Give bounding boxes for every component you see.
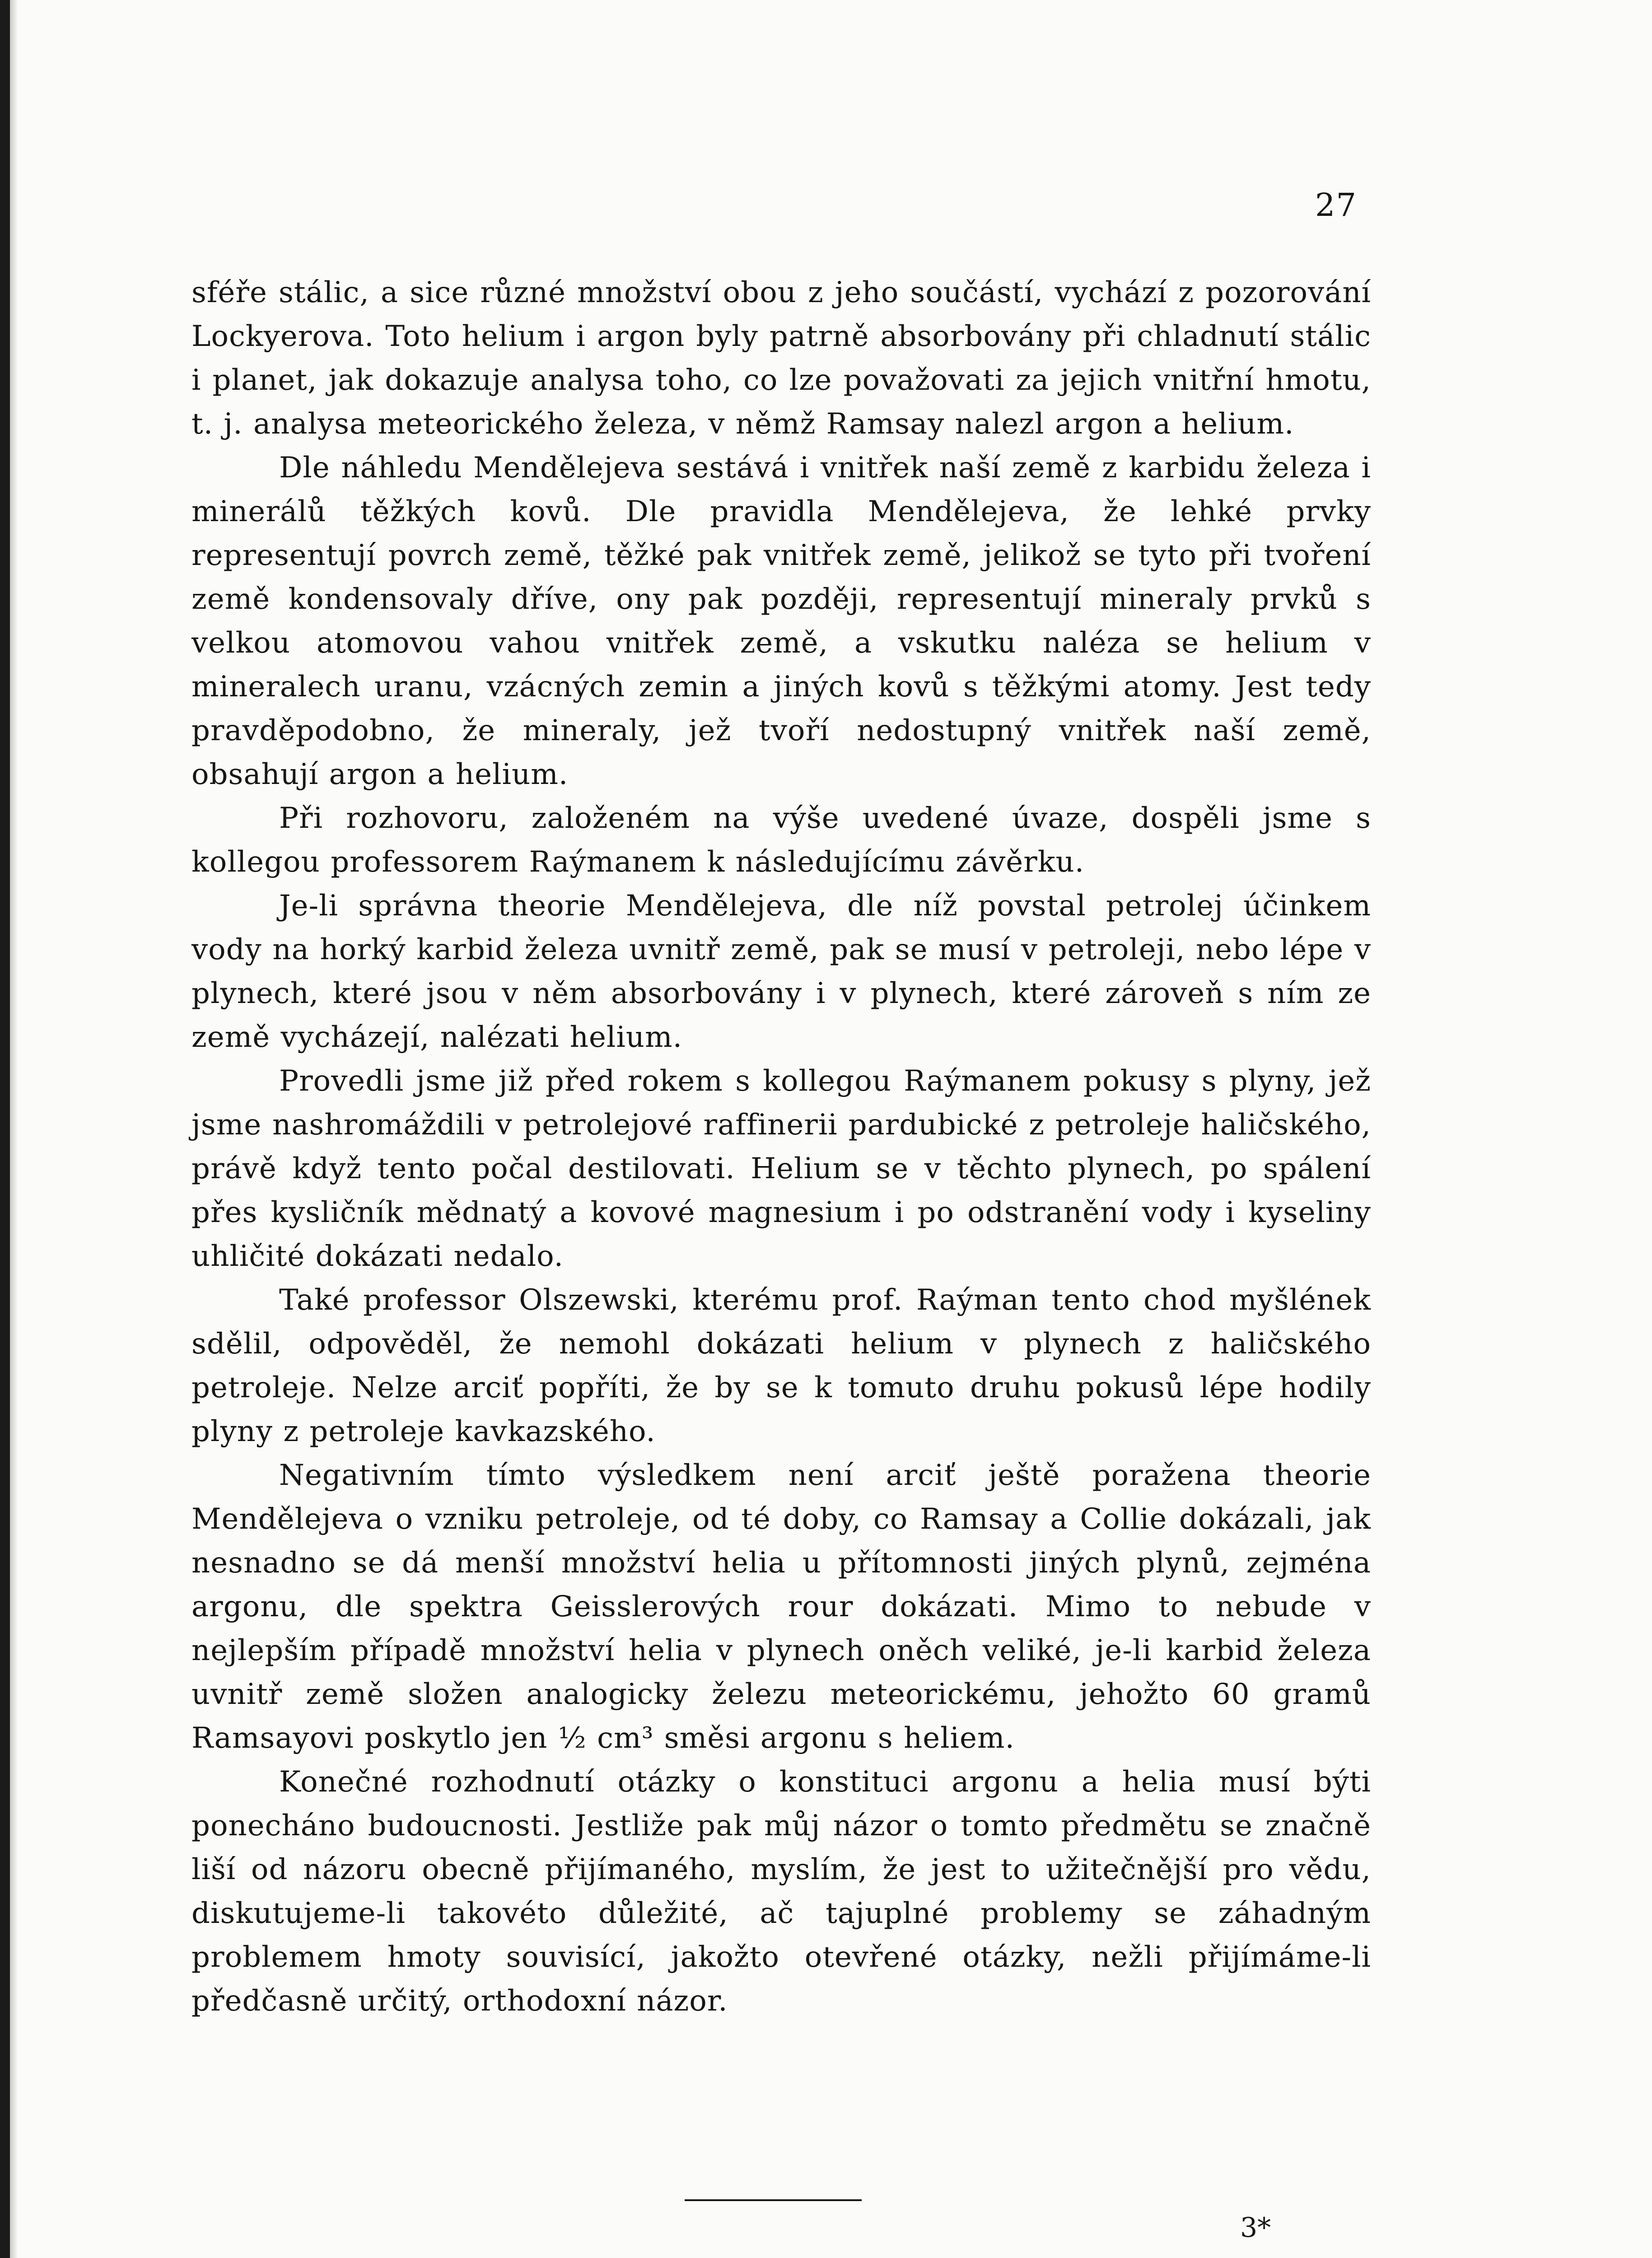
paragraph-4: Je-li správna theorie Mendělejeva, dle níž povstal petrolej účinkem vody na horký karbid železa uvnitř země, pak se musí v petroleji, nebo lépe v plynech, které jsou v něm absorbovány i v plynech, které zároveň s ním ze země vycházejí, nalézati helium. (191, 889, 1371, 1054)
scan-left-edge (0, 0, 10, 2258)
paragraph-8: Konečné rozhodnutí otázky o konstituci argonu a helia musí býti ponecháno budoucnosti. Jestliže pak můj názor o tomto předmětu se značně liší od názoru obecně přijímaného, myslím, že jest to užitečnější pro vědu, diskutujeme-li takovéto důležité, ač tajuplné problemy se záhadným problemem hmoty souvisící, jakožto otevřené otázky, nežli přijímáme-li předčasně určitý, orthodoxní názor. (191, 1765, 1371, 2018)
signature-mark: 3* (1240, 2212, 1271, 2244)
page-number: 27 (1315, 187, 1357, 224)
paragraph-3: Při rozhovoru, založeném na výše uvedené úvaze, dospěli jsme s kollegou professorem Raýmanem k následujícímu závěrku. (191, 802, 1371, 879)
footer-rule (685, 2199, 862, 2201)
paragraph-5: Provedli jsme již před rokem s kollegou Raýmanem pokusy s plyny, jež jsme nashromáždili v petrolejové raffinerii pardubické z petroleje haličského, právě když tento počal destilovati. Helium se v těchto plynech, po spálení přes kysličník mědnatý a kovové magnesium i po odstranění vody i kyseliny uhličité dokázati nedalo. (191, 1064, 1371, 1273)
paragraph-1: sféře stálic, a sice různé množství obou z jeho součástí, vychází z pozorování Lockyerova. Toto helium i argon byly patrně absorbovány při chladnutí stálic i planet, jak dokazuje analysa toho, co lze považovati za jejich vnitřní hmotu, t. j. analysa meteorického železa, v němž Ramsay nalezl argon a helium. (191, 276, 1371, 441)
scan-edge-shadow (10, 0, 18, 2258)
paragraph-6: Také professor Olszewski, kterému prof. Raýman tento chod myšlének sdělil, odpověděl, že nemohl dokázati helium v plynech z haličského petroleje. Nelze arciť popříti, že by se k tomuto druhu pokusů lépe hodily plyny z petroleje kavkazského. (191, 1283, 1371, 1448)
paragraph-7: Negativním tímto výsledkem není arciť ještě poražena theorie Mendělejeva o vzniku petroleje, od té doby, co Ramsay a Collie dokázali, jak nesnadno se dá menší množství helia u přítomnosti jiných plynů, zejména argonu, dle spektra Geisslerových rour dokázati. Mimo to nebude v nejlepším případě množství helia v plynech oněch veliké, je-li karbid železa uvnitř země složen analogicky železu meteorickému, jehožto 60 gramů Ramsayovi poskytlo jen ½ cm³ směsi argonu s heliem. (191, 1459, 1371, 1755)
paragraph-2: Dle náhledu Mendělejeva sestává i vnitřek naší země z karbidu železa i minerálů těžkých kovů. Dle pravidla Mendělejeva, že lehké prvky representují povrch země, těžké pak vnitřek země, jelikož se tyto při tvoření země kondensovaly dříve, ony pak později, representují mineraly prvků s velkou atomovou vahou vnitřek země, a vskutku naléza se helium v mineralech uranu, vzácných zemin a jiných kovů s těžkými atomy. Jest tedy pravděpodobno, že mineraly, jež tvoří nedostupný vnitřek naší země, obsahují argon a helium. (191, 451, 1371, 791)
main-text-block (191, 271, 1371, 2023)
